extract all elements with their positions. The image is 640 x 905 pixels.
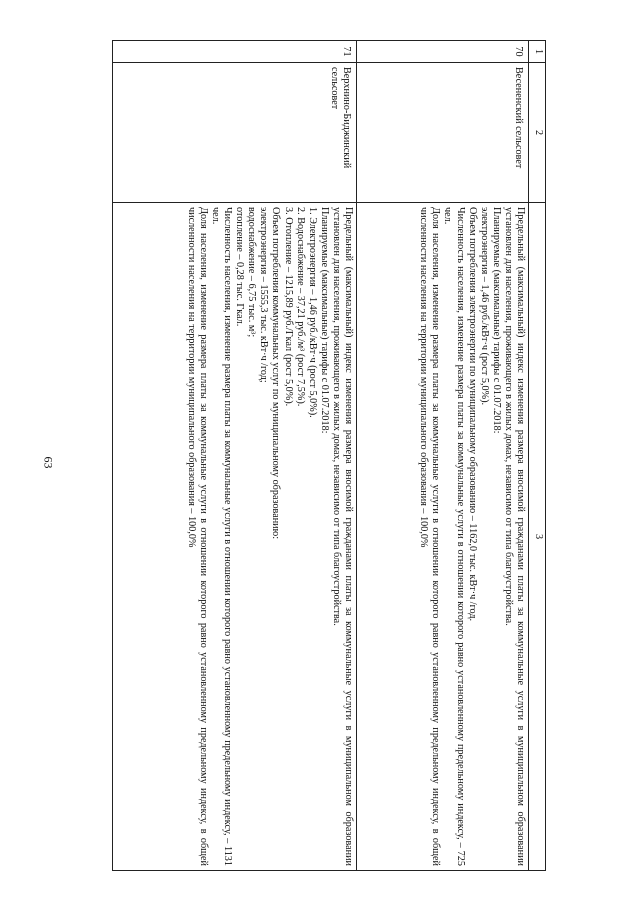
description-line: Объем потребления коммунальных услуг по муниципальному образованию: [270, 207, 282, 540]
description-line: 1. Электроэнергия – 1,46 руб./кВт·ч (рост 5,0%). [306, 207, 318, 418]
page-number: 63 [41, 456, 56, 469]
rotated-table-wrapper [114, 40, 546, 870]
header-col-1: 1 [529, 41, 546, 63]
description-line: отопление – 0,28 тыс. Гкал. [234, 207, 246, 327]
municipality-name: Верхнино-Биджинский сельсовет [113, 63, 357, 203]
row-number: 71 [113, 41, 357, 63]
description-line: 2. Водоснабжение – 37,21 руб./м³ (рост 7,5%). [294, 207, 306, 407]
table-row-70 [357, 41, 529, 871]
description-line: Планируемые (максимальные) тарифы с 01.07.2018: [318, 207, 330, 434]
description-line: Численность населения, изменение размера платы за коммунальные услуги в отношении которого равно установленному предельному индексу, – 1131 чел. [209, 207, 234, 866]
row-description [113, 203, 357, 871]
description-line: Предельный (максимальный) индекс изменения размера вносимой гражданами платы за коммунальные услуги в муниципальном образовании установлен для населения, проживающего в жилых домах, независимо от типа благоустройства. [330, 207, 354, 866]
table-row-71 [113, 41, 357, 871]
description-line: Доля населения, изменение размера платы за коммунальные услуги в отношении которого равно установленному предельному индексу, в общей численности населения на территории муниципального образования – 100,0% [185, 207, 209, 866]
description-line: Планируемые (максимальные) тарифы с 01.07.2018: [490, 207, 502, 434]
tariff-table [112, 40, 546, 871]
row-number: 70 [357, 41, 529, 63]
header-col-2: 2 [529, 63, 546, 203]
description-line: электроэнергия – 1,46 руб./кВт·ч (рост 5,0%). [478, 207, 490, 406]
description-line: водоснабжение – 6,75 тыс. м³; [246, 207, 258, 338]
description-line: электроэнергия – 1555,3 тыс. кВт·ч /год; [258, 207, 270, 383]
description-line: Численность населения, изменение размера платы за коммунальные услуги в отношении которого равно установленному предельному индексу, – 725 чел. [442, 207, 466, 866]
table-header-row [529, 41, 546, 871]
description-line: 3. Отопление – 1215,89 руб./Гкал (рост 5,0%). [282, 207, 294, 407]
description-line: Доля населения, изменение размера платы за коммунальные услуги в отношении которого равно установленному предельному индексу, в общей численности населения на территории муниципального образования – 100,0% [418, 207, 442, 866]
description-line: Предельный (максимальный) индекс изменения размера вносимой гражданами платы за коммунальные услуги в муниципальном образовании установлен для населения, проживающего в жилых домах, независимо от типа благоустройства. [502, 207, 526, 866]
header-col-3: 3 [529, 203, 546, 871]
municipality-name: Весененский сельсовет [357, 63, 529, 203]
description-line: Объем потребления электроэнергии по муниципальному образованию – 1162,0 тыс. кВт·ч /год. [466, 207, 478, 622]
row-description [357, 203, 529, 871]
